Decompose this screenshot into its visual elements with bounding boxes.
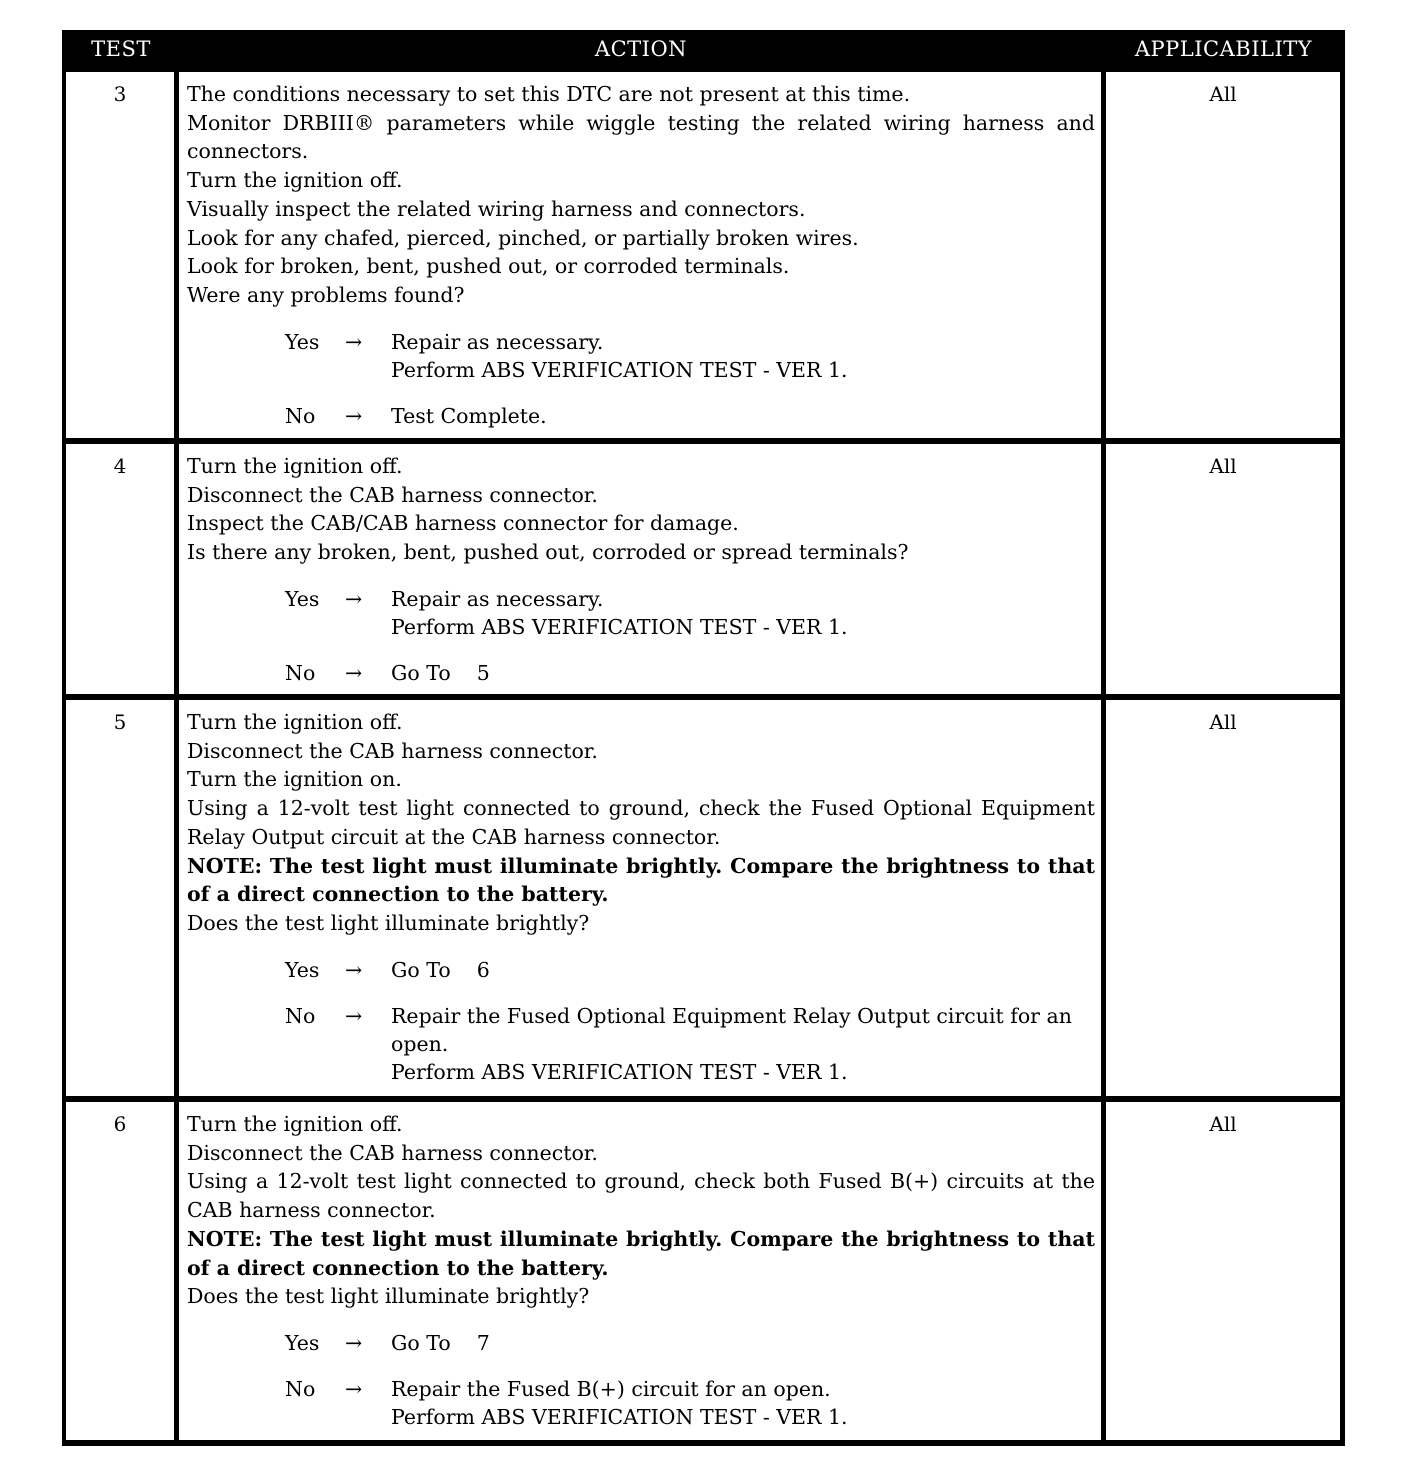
action-line: Disconnect the CAB harness connector.: [187, 482, 598, 507]
arrow-icon: →: [345, 329, 363, 354]
action-line: Turn the ignition off.: [187, 710, 403, 734]
applicability-value: All: [1106, 1102, 1340, 1440]
applicability-value: All: [1106, 700, 1340, 1096]
applicability-value: All: [1106, 72, 1340, 438]
action-line: Disconnect the CAB harness connector.: [187, 738, 598, 763]
yes-answer: [187, 1329, 1095, 1357]
yes-answer: [187, 585, 1095, 641]
yes-label: Yes: [285, 329, 320, 354]
test-number: 3: [66, 72, 174, 438]
no-result: Repair the Fused B(+) circuit for an open.: [391, 1376, 831, 1401]
action-line: Look for any chafed, pierced, pinched, or partially broken wires.: [187, 225, 859, 250]
note-text: NOTE: The test light must illuminate brightly. Compare the brightness to that of a direct connection to the battery.: [187, 853, 1095, 907]
header-applicability: APPLICABILITY: [1134, 37, 1313, 61]
no-answer: [187, 1375, 1095, 1431]
action-line: Disconnect the CAB harness connector.: [187, 1140, 598, 1165]
note-text: NOTE: The test light must illuminate brightly. Compare the brightness to that of a direct connection to the battery.: [187, 1226, 1095, 1280]
action-line: Turn the ignition off.: [187, 454, 403, 478]
arrow-icon: →: [345, 403, 363, 428]
question-text: Does the test light illuminate brightly?: [187, 1284, 590, 1309]
action-line: Visually inspect the related wiring harness and connectors.: [187, 196, 806, 221]
yes-answer: [187, 956, 1095, 984]
action-line: Monitor DRBIII® parameters while wiggle testing the related wiring harness and connectors.: [187, 110, 1095, 164]
test-number: 6: [66, 1102, 174, 1440]
header-test: TEST: [91, 37, 151, 61]
no-result: Perform ABS VERIFICATION TEST - VER 1.: [391, 1059, 848, 1084]
action-line: Turn the ignition off.: [187, 168, 403, 193]
arrow-icon: →: [345, 660, 363, 685]
no-answer: [187, 1002, 1095, 1086]
test-number: 5: [66, 700, 174, 1096]
action-line: Were any problems found?: [187, 282, 465, 307]
action-line: Using a 12-volt test light connected to ground, check both Fused B(+) circuits at the CAB harness connector.: [187, 1169, 1095, 1223]
no-label: No: [285, 403, 316, 428]
action-cell: [179, 72, 1101, 438]
no-result: Test Complete.: [391, 403, 547, 428]
action-line: The conditions necessary to set this DTC are not present at this time.: [187, 82, 911, 106]
no-label: No: [285, 660, 316, 685]
applicability-value: All: [1106, 444, 1340, 694]
yes-result: Go To 7: [391, 1330, 490, 1355]
action-line: Using a 12-volt test light connected to ground, check the Fused Optional Equipment Relay Output circuit at the CAB harness connector.: [187, 796, 1095, 849]
action-line: Look for broken, bent, pushed out, or corroded terminals.: [187, 254, 790, 279]
yes-answer: [187, 328, 1095, 384]
action-cell: [179, 700, 1101, 1096]
action-line: Turn the ignition off.: [187, 1112, 403, 1136]
arrow-icon: →: [345, 586, 363, 611]
no-result: Repair the Fused Optional Equipment Relay Output circuit for an open.: [391, 1003, 1072, 1056]
yes-result: Repair as necessary.: [391, 329, 604, 354]
no-answer: [187, 659, 1095, 687]
arrow-icon: →: [345, 1003, 363, 1028]
no-result: Go To 5: [391, 660, 490, 685]
action-line: Is there any broken, bent, pushed out, corroded or spread terminals?: [187, 540, 909, 565]
no-result: Perform ABS VERIFICATION TEST - VER 1.: [391, 1404, 848, 1429]
yes-label: Yes: [285, 1330, 320, 1355]
no-label: No: [285, 1376, 316, 1401]
no-label: No: [285, 1003, 316, 1028]
yes-result: Perform ABS VERIFICATION TEST - VER 1.: [391, 357, 848, 382]
action-line: Inspect the CAB/CAB harness connector for damage.: [187, 511, 739, 536]
arrow-icon: →: [345, 1376, 363, 1401]
arrow-icon: →: [345, 1330, 363, 1355]
question-text: Does the test light illuminate brightly?: [187, 910, 590, 935]
action-line: Turn the ignition on.: [187, 767, 402, 792]
yes-result: Perform ABS VERIFICATION TEST - VER 1.: [391, 614, 848, 639]
yes-result: Go To 6: [391, 957, 490, 982]
yes-label: Yes: [285, 957, 320, 982]
action-cell: [179, 444, 1101, 694]
diagnostic-table: [62, 30, 1345, 1446]
no-answer: [187, 402, 1095, 430]
arrow-icon: →: [345, 957, 363, 982]
action-cell: [179, 1102, 1101, 1440]
yes-result: Repair as necessary.: [391, 586, 604, 611]
header-action: ACTION: [594, 37, 688, 61]
yes-label: Yes: [285, 586, 320, 611]
test-number: 4: [66, 444, 174, 694]
